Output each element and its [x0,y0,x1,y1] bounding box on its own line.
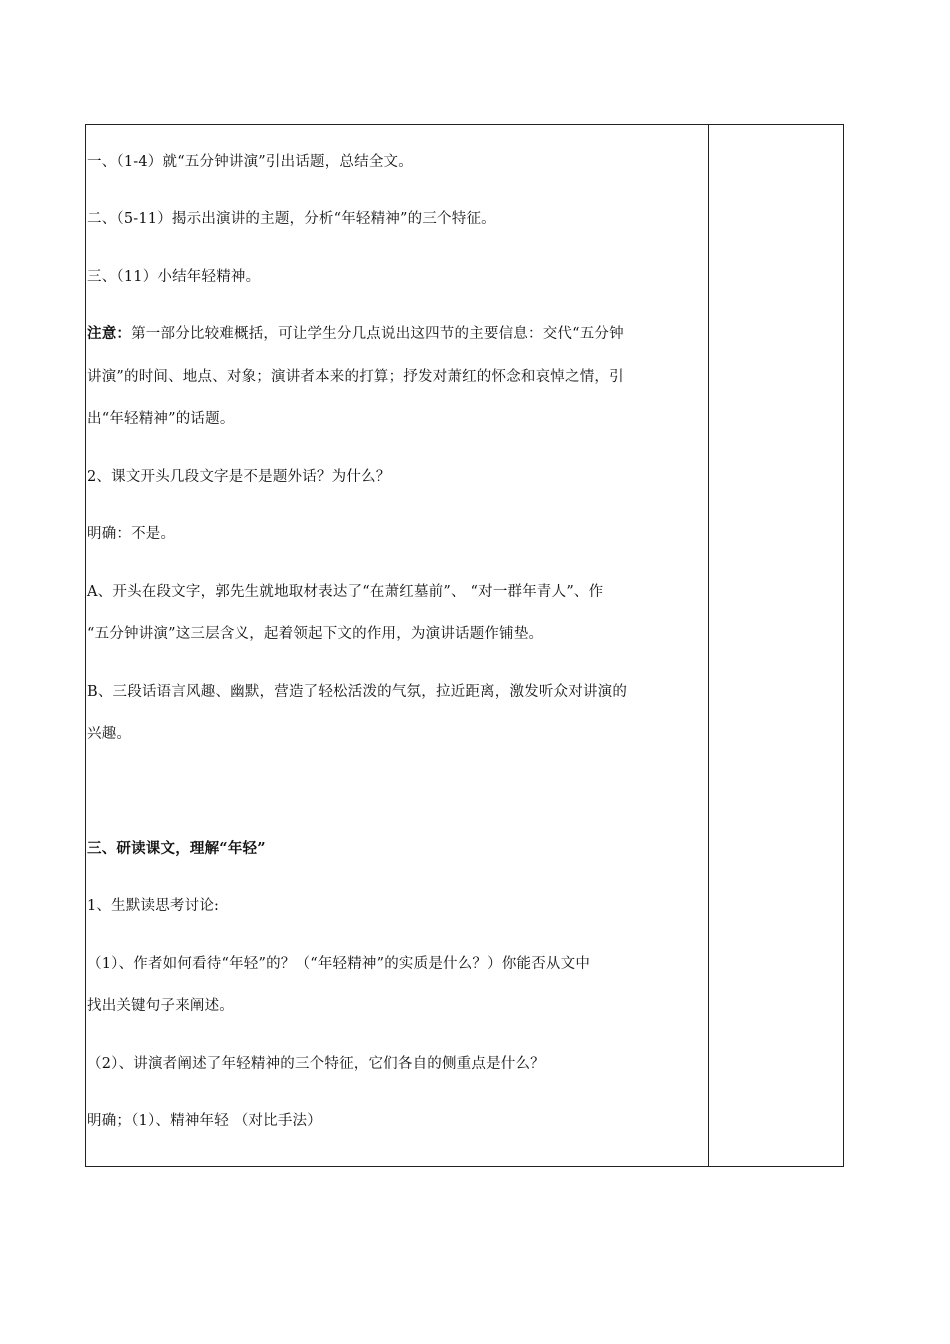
point-b-line-2: 兴趣。 [87,726,132,742]
column-divider [708,125,709,1166]
question-2: 2、课文开头几段文字是不是题外话？为什么？ [87,469,391,485]
section-3-heading: 三、研读课文，理解“年轻” [87,840,266,857]
note-label: 注意： [87,325,132,342]
discussion-q1-line-2: 找出关键句子来阐述。 [87,998,234,1014]
content-table [85,124,844,1167]
note-line-1 [87,324,624,344]
discussion-q2: （2）、讲演者阐述了年轻精神的三个特征，它们各自的侧重点是什么？ [87,1056,545,1072]
note-text: 第一部分比较难概括，可让学生分几点说出这四节的主要信息：交代“五分钟 [131,326,624,342]
point-a-line-2: “五分钟讲演”这三层含义，起着领起下文的作用，为演讲话题作铺垫。 [87,626,544,642]
answer-2: 明确：不是。 [87,526,176,542]
note-line-3: 出“年轻精神”的话题。 [87,411,235,427]
discussion-prompt: 1、生默读思考讨论: [87,898,220,914]
point-b-line-1: B、三段话语言风趣、幽默，营造了轻松活泼的气氛，拉近距离，激发听众对讲演的 [87,684,628,700]
outline-part-1: 一、（1-4）就“五分钟讲演”引出话题，总结全文。 [87,154,413,170]
discussion-q1-line-1: （1）、作者如何看待“年轻”的？（“年轻精神”的实质是什么？）你能否从文中 [87,956,591,972]
point-a-line-1: A、开头在段文字，郭先生就地取材表达了“在萧红墓前”、 “对一群年青人”、作 [87,584,604,600]
outline-part-3: 三、（11）小结年轻精神。 [87,269,261,285]
note-line-2: 讲演”的时间、地点、对象；演讲者本来的打算；抒发对萧红的怀念和哀悼之情，引 [87,369,624,385]
answer-clarify: 明确；（1）、精神年轻 （对比手法） [87,1113,322,1129]
outline-part-2: 二、（5-11）揭示出演讲的主题，分析“年轻精神”的三个特征。 [87,211,496,227]
